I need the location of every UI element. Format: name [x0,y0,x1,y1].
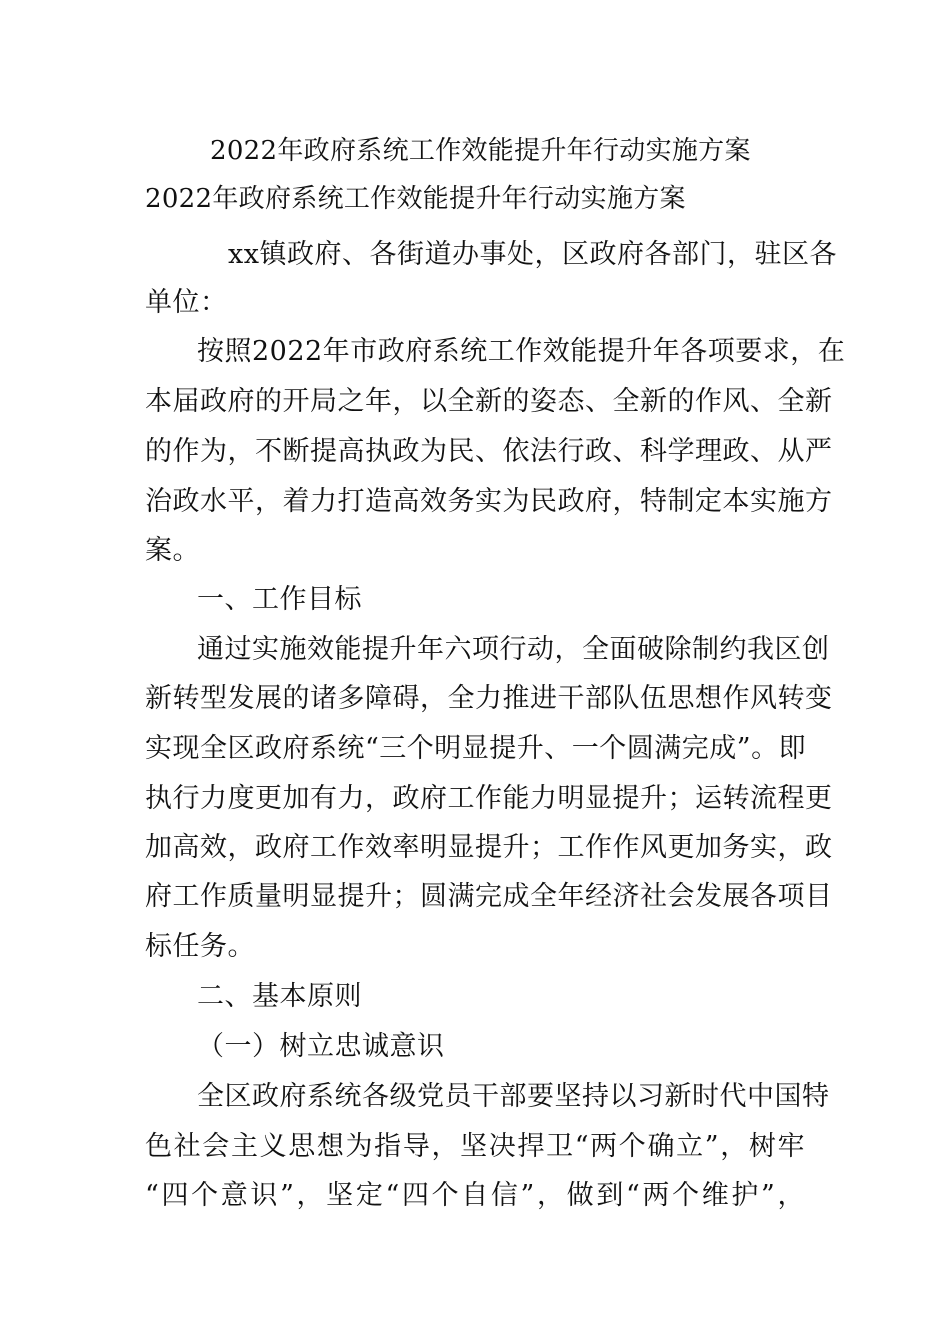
paragraph-1-line-1: 按照2022年市政府系统工作效能提升年各项要求，在 [197,336,846,367]
paragraph-2-line-6: 府工作质量明显提升；圆满完成全年经济社会发展各项目 [145,881,833,912]
paragraph-2-line-4: 执行力度更加有力，政府工作能力明显提升；运转流程更 [145,783,833,814]
section-heading-1: 一、工作目标 [197,584,362,615]
paragraph-1-line-4: 治政水平，着力打造高效务实为民政府，特制定本实施方 [145,486,833,517]
salutation-line-1: xx镇政府、各街道办事处，区政府各部门，驻区各 [228,239,837,270]
paragraph-2-line-1: 通过实施效能提升年六项行动，全面破除制约我区创 [197,634,830,665]
paragraph-1-line-5: 案。 [145,535,200,566]
paragraph-1-line-2: 本届政府的开局之年，以全新的姿态、全新的作风、全新 [145,386,833,417]
subsection-heading-1: （一）树立忠诚意识 [197,1031,445,1062]
salutation-line-2: 单位： [145,287,228,318]
paragraph-3-line-3: “四个意识”，坚定“四个自信”，做到“两个维护”， [145,1180,805,1211]
paragraph-3-line-1: 全区政府系统各级党员干部要坚持以习新时代中国特 [197,1081,830,1112]
paragraph-1-line-3: 的作为，不断提高执政为民、依法行政、科学理政、从严 [145,436,833,467]
paragraph-3-line-2: 色社会主义思想为指导，坚决捍卫“两个确立”，树牢 [145,1131,805,1162]
paragraph-2-line-7: 标任务。 [145,931,255,962]
document-subtitle: 2022年政府系统工作效能提升年行动实施方案 [145,184,686,214]
paragraph-2-line-3: 实现全区政府系统“三个明显提升、一个圆满完成”。即 [145,733,807,764]
paragraph-2-line-5: 加高效，政府工作效率明显提升；工作作风更加务实，政 [145,832,833,863]
section-heading-2: 二、基本原则 [197,981,362,1012]
paragraph-2-line-2: 新转型发展的诸多障碍，全力推进干部队伍思想作风转变 [145,683,833,714]
document-title: 2022年政府系统工作效能提升年行动实施方案 [210,136,751,166]
